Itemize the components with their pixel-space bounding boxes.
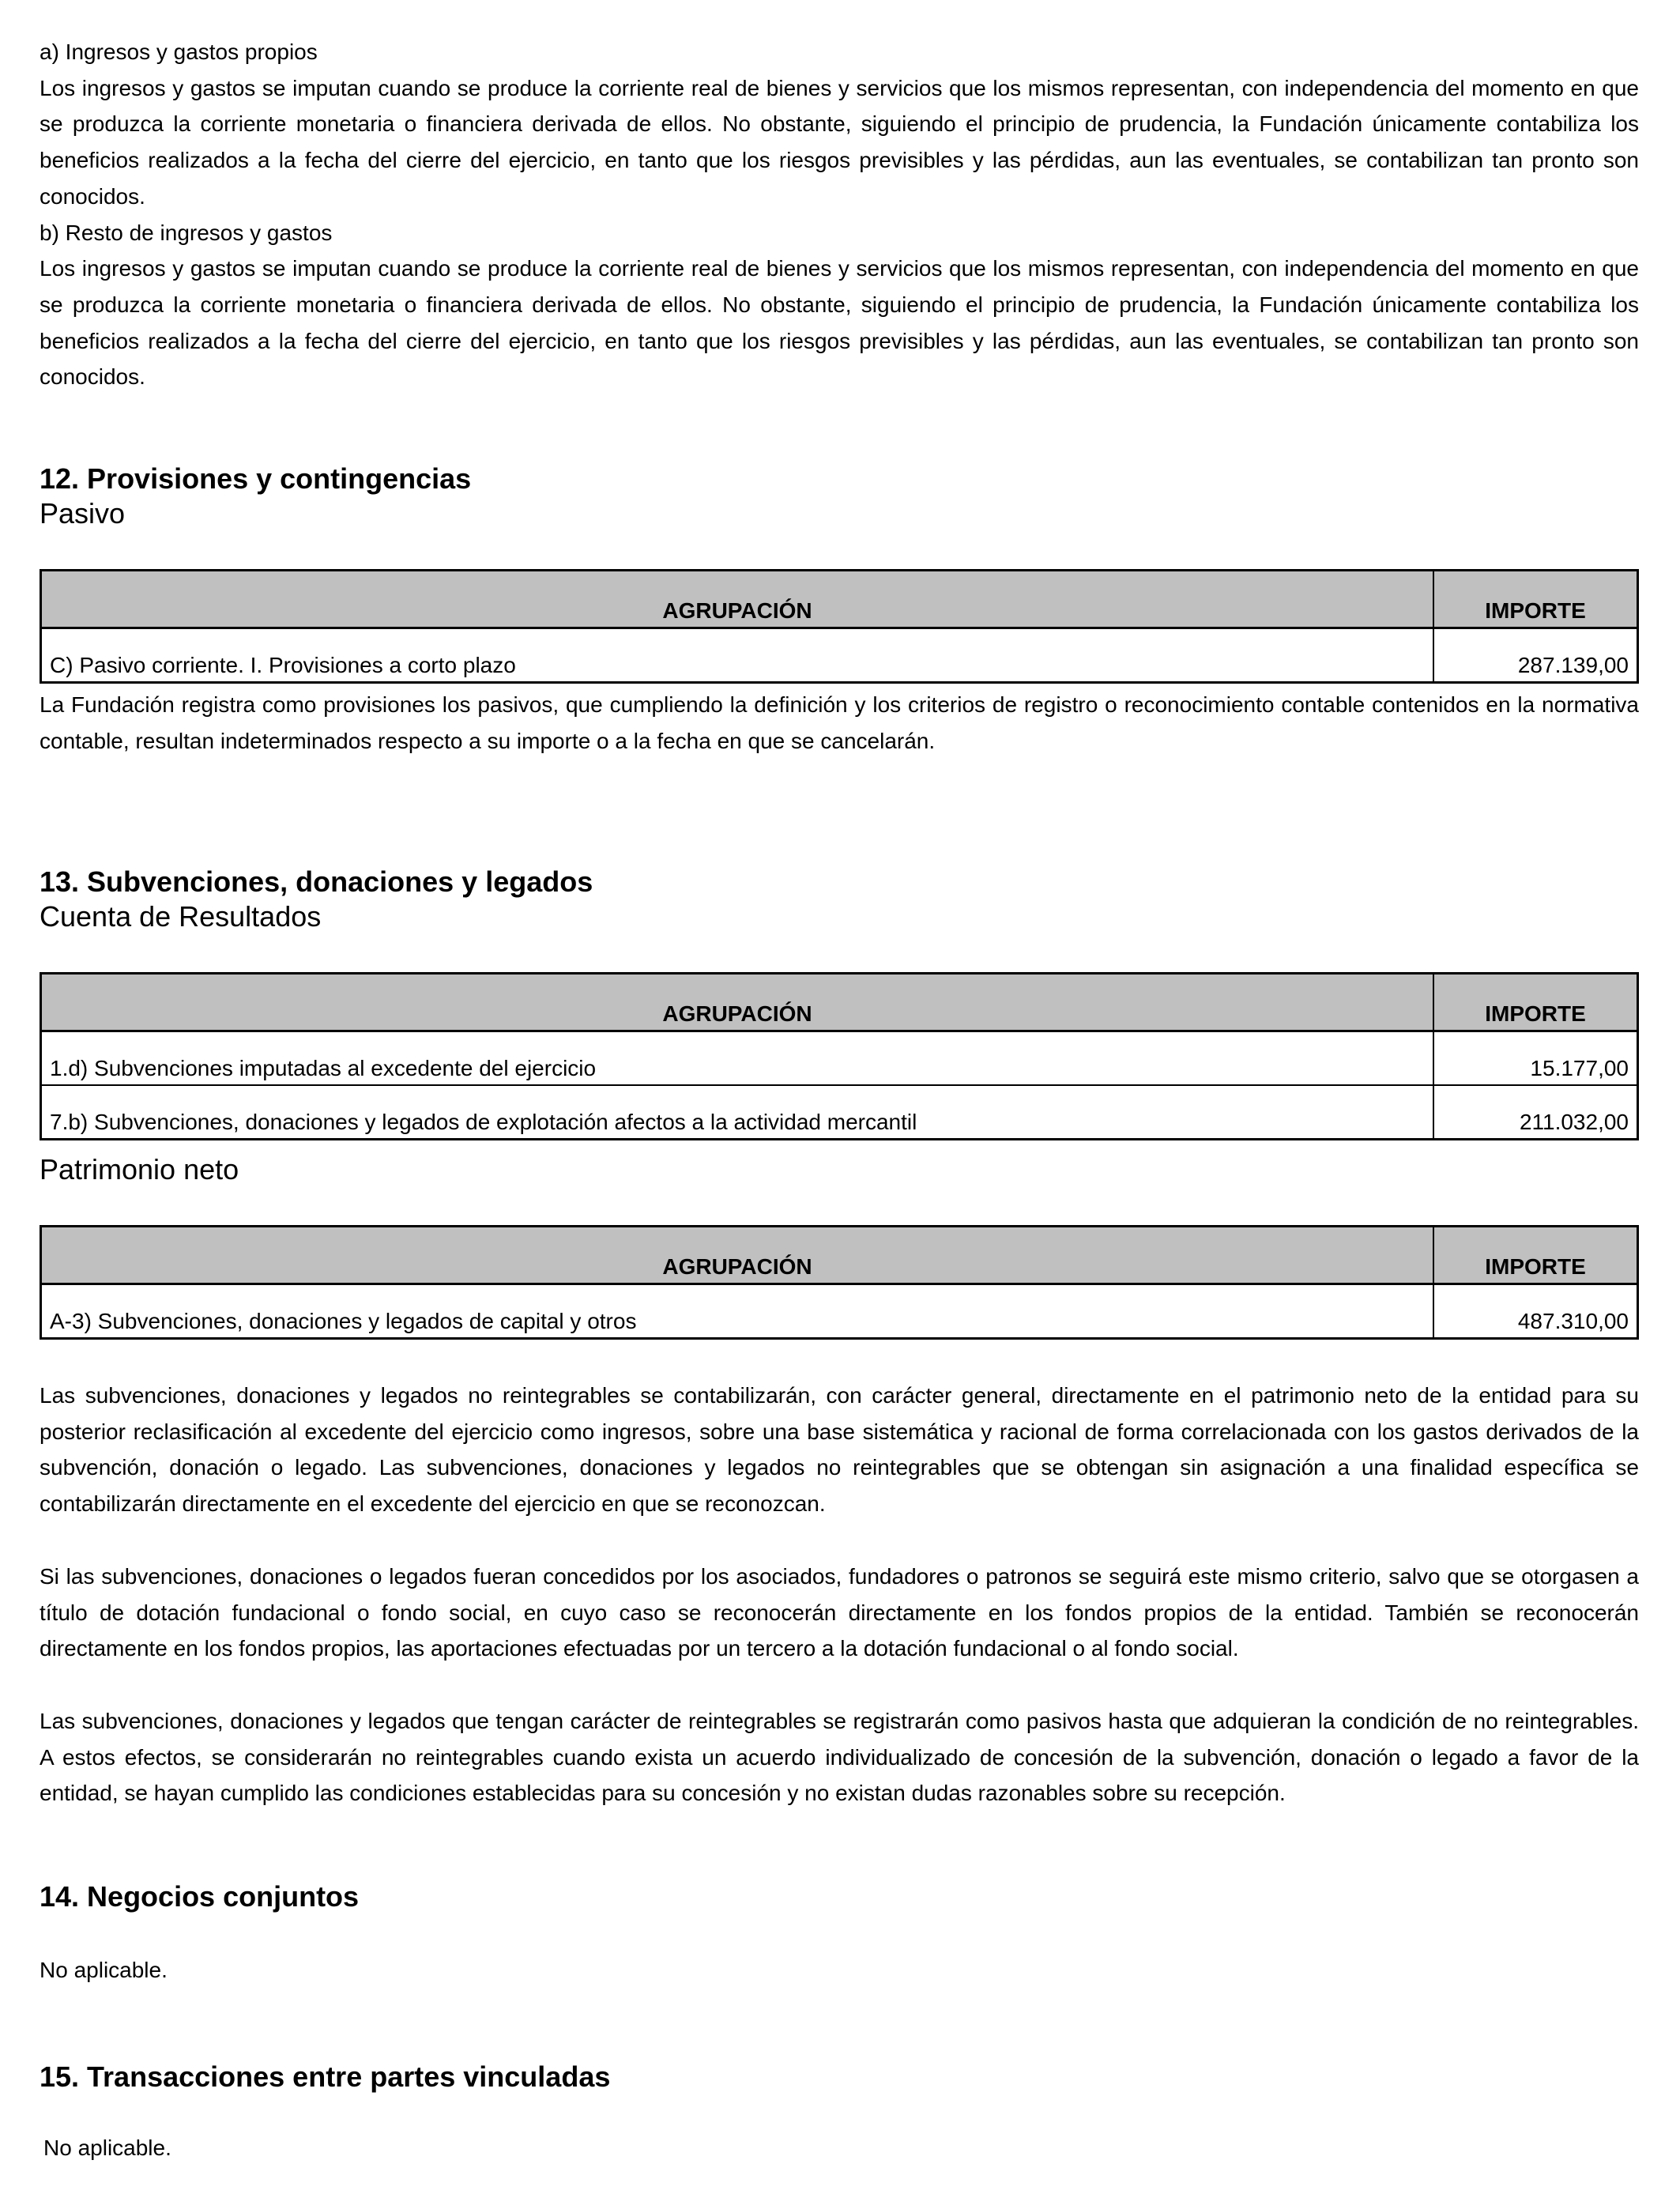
section-12-table-wrap [40, 569, 1639, 684]
section-13-p3-wrap [40, 1703, 1639, 1811]
col-importe-header: IMPORTE [1433, 1227, 1638, 1284]
provisiones-table [40, 569, 1639, 684]
section-13-paragraph-3: Las subvenciones, donaciones y legados que tengan carácter de reintegrables se registrarán como pasivos hasta que adquieran la condición de no reintegrables. A estos efectos, se considerarán no reintegrables cuando exista un acuerdo individualizado de concesión de la subvención, donación o legado a favor de la entidad, se hayan cumplido las condiciones establecidas para su concesión y no existan dudas razonables sobre su recepción. [40, 1709, 1639, 1806]
section-12 [40, 462, 1639, 531]
section-13-p1-wrap [40, 1378, 1639, 1522]
row-value: 287.139,00 [1433, 628, 1638, 683]
section-14-text-wrap [40, 1952, 1639, 1989]
section-14-text: No aplicable. [40, 1958, 168, 1982]
intro-a-title: a) Ingresos y gastos propios [40, 40, 318, 64]
row-label: A-3) Subvenciones, donaciones y legados de capital y otros [41, 1284, 1434, 1339]
section-13-table1-wrap [40, 972, 1639, 1140]
table-header-row [41, 571, 1638, 628]
table-header-row [41, 974, 1638, 1031]
section-12-text-wrap [40, 687, 1639, 759]
table-header-row [41, 1227, 1638, 1284]
section-13-table2-wrap [40, 1225, 1639, 1340]
section-13-sub2-wrap [40, 1152, 1639, 1187]
table-row [41, 1284, 1638, 1339]
section-12-text: La Fundación registra como provisiones los pasivos, que cumpliendo la definición y los criterios de registro o reconocimiento contable contenidos en la normativa contable, resultan indeterminados respecto a su importe o a la fecha en que se cancelarán. [40, 692, 1639, 753]
section-15-text: No aplicable. [43, 2136, 171, 2160]
section-13 [40, 865, 1639, 934]
col-agrupacion-header: AGRUPACIÓN [41, 974, 1434, 1031]
section-15-text-wrap [43, 2130, 1643, 2166]
row-value: 15.177,00 [1433, 1031, 1638, 1086]
section-13-subheading-resultados: Cuenta de Resultados [40, 900, 322, 933]
row-label: C) Pasivo corriente. I. Provisiones a corto plazo [41, 628, 1434, 683]
section-13-p2-wrap [40, 1559, 1639, 1667]
section-12-subheading: Pasivo [40, 497, 126, 530]
intro-block [40, 34, 1639, 395]
table-row [41, 1031, 1638, 1086]
col-importe-header: IMPORTE [1433, 974, 1638, 1031]
cuenta-resultados-table [40, 972, 1639, 1140]
section-15-heading: 15. Transacciones entre partes vinculadas [40, 2060, 611, 2093]
section-14 [40, 1879, 1639, 1914]
row-value: 211.032,00 [1433, 1085, 1638, 1140]
intro-b-text: Los ingresos y gastos se imputan cuando se produce la corriente real de bienes y servicios que los mismos representan, con independencia del momento en que se produzca la corriente monetaria o financiera derivada de ellos. No obstante, siguiendo el principio de prudencia, la Fundación únicamente contabiliza los beneficios realizados a la fecha del cierre del ejercicio, en tanto que los riesgos previsibles y las pérdidas, aun las eventuales, se contabilizan tan pronto son conocidos. [40, 256, 1639, 390]
row-label: 7.b) Subvenciones, donaciones y legados de explotación afectos a la actividad mercantil [41, 1085, 1434, 1140]
intro-a-text: Los ingresos y gastos se imputan cuando se produce la corriente real de bienes y servicios que los mismos representan, con independencia del momento en que se produzca la corriente monetaria o financiera derivada de ellos. No obstante, siguiendo el principio de prudencia, la Fundación únicamente contabiliza los beneficios realizados a la fecha del cierre del ejercicio, en tanto que los riesgos previsibles y las pérdidas, aun las eventuales, se contabilizan tan pronto son conocidos. [40, 75, 1639, 209]
row-value: 487.310,00 [1433, 1284, 1638, 1339]
table-row [41, 1085, 1638, 1140]
section-13-paragraph-2: Si las subvenciones, donaciones o legados fueran concedidos por los asociados, fundadores o patronos se seguirá este mismo criterio, salvo que se otorgasen a título de dotación fundacional o fondo social, en cuyo caso se reconocerán directamente en los fondos propios de la entidad. También se reconocerán directamente en los fondos propios, las aportaciones efectuadas por un tercero a la dotación fundacional o al fondo social. [40, 1564, 1639, 1661]
section-15 [40, 2060, 1639, 2094]
section-13-heading: 13. Subvenciones, donaciones y legados [40, 865, 593, 898]
col-importe-header: IMPORTE [1433, 571, 1638, 628]
col-agrupacion-header: AGRUPACIÓN [41, 571, 1434, 628]
section-13-paragraph-1: Las subvenciones, donaciones y legados no reintegrables se contabilizarán, con carácter general, directamente en el patrimonio neto de la entidad para su posterior reclasificación al excedente del ejercicio como ingresos, sobre una base sistemática y racional de forma correlacionada con los gastos derivados de la subvención, donación o legado. Las subvenciones, donaciones y legados no reintegrables que se obtengan sin asignación a una finalidad específica se contabilizarán directamente en el excedente del ejercicio en que se reconozcan. [40, 1383, 1639, 1517]
patrimonio-neto-table [40, 1225, 1639, 1340]
table-row [41, 628, 1638, 683]
intro-b-title: b) Resto de ingresos y gastos [40, 220, 333, 245]
section-14-heading: 14. Negocios conjuntos [40, 1880, 360, 1913]
col-agrupacion-header: AGRUPACIÓN [41, 1227, 1434, 1284]
row-label: 1.d) Subvenciones imputadas al excedente del ejercicio [41, 1031, 1434, 1086]
section-13-subheading-patrimonio: Patrimonio neto [40, 1153, 239, 1186]
section-12-heading: 12. Provisiones y contingencias [40, 462, 472, 495]
